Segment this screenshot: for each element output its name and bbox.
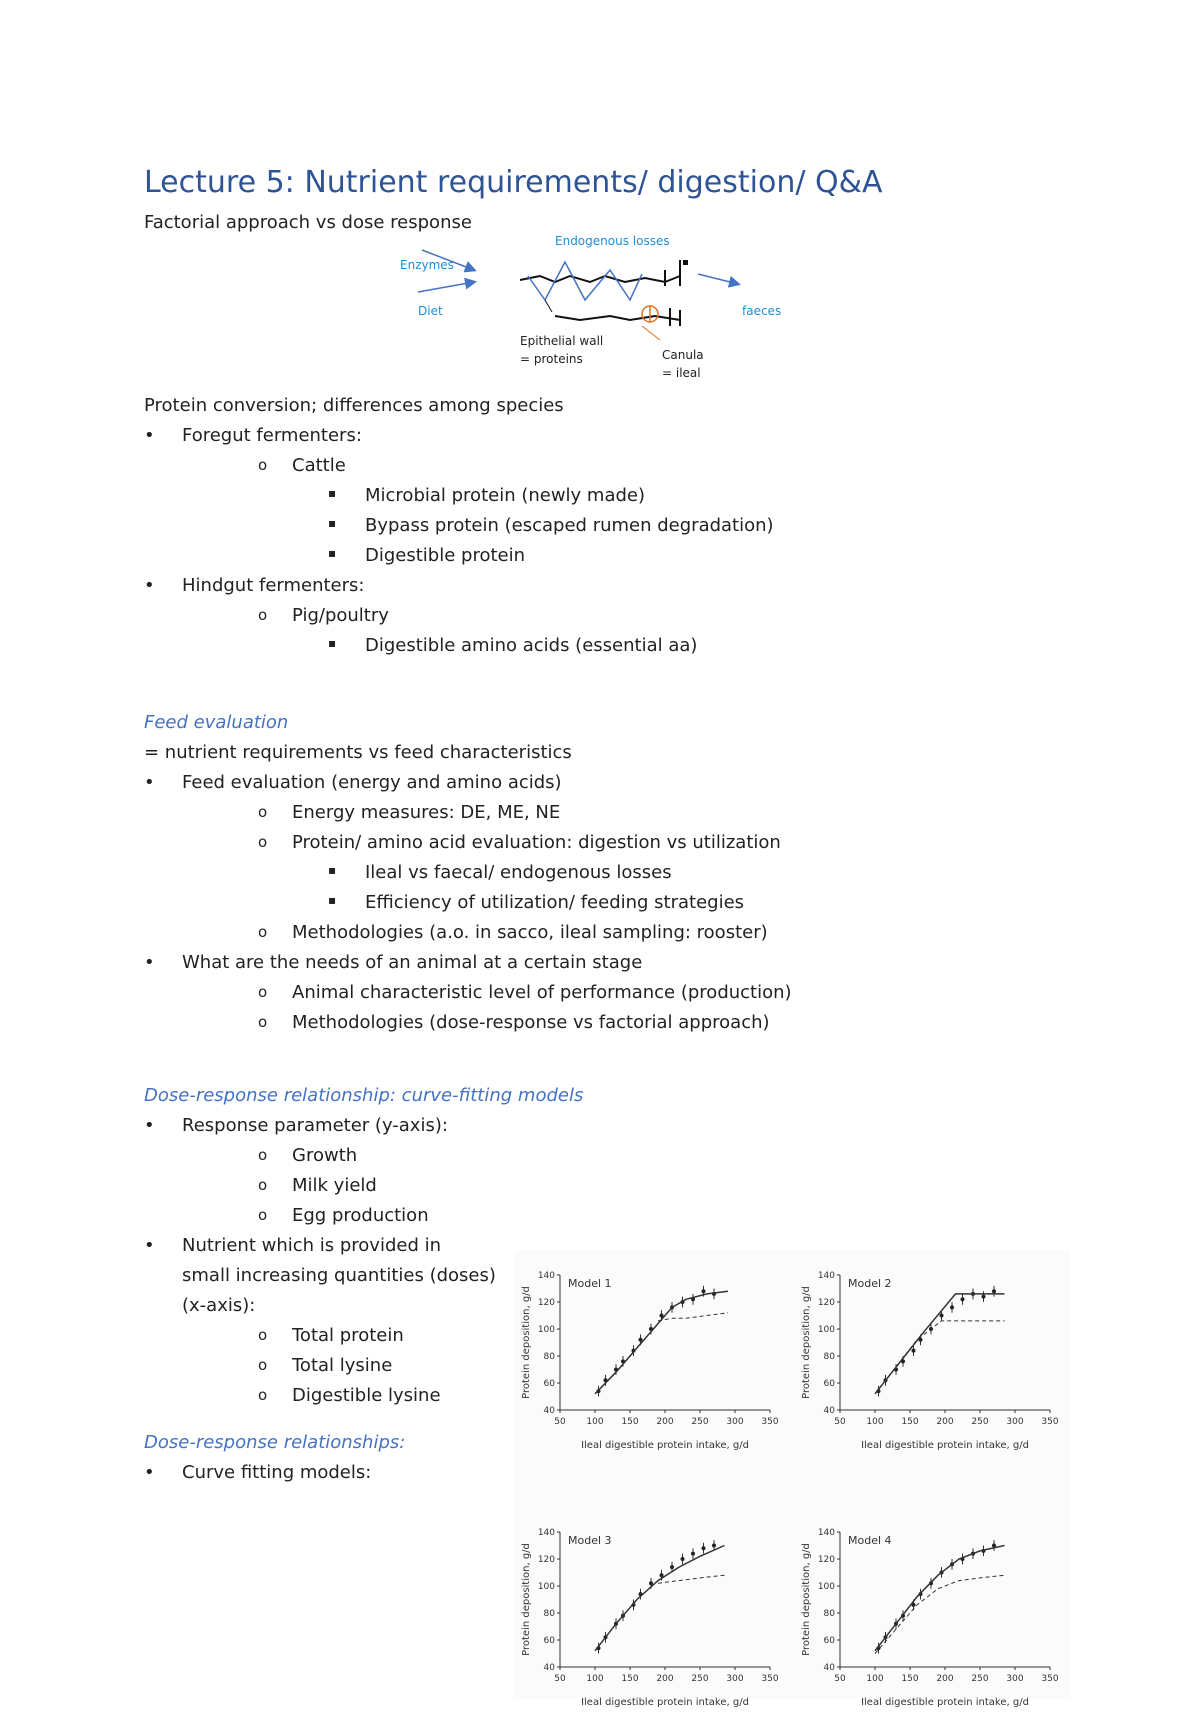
y-tick-label: 80 [543,1352,555,1362]
bullet-square: ▪ [328,516,337,530]
x-tick-label: 250 [691,1674,709,1684]
data-point [961,1297,965,1301]
data-point [992,1289,996,1293]
bullet-square: ▪ [328,486,337,500]
y-tick-label: 100 [537,1582,555,1592]
x-tick-label: 50 [834,1417,846,1427]
y-tick-label: 80 [823,1352,835,1362]
bullet-circle: o [258,983,268,1001]
epithelial-label-2: = proteins [520,352,583,366]
y-axis-label: Protein deposition, g/d [801,1286,812,1399]
y-tick-label: 80 [543,1609,555,1619]
y-tick-label: 140 [537,1528,555,1538]
y-tick-label: 100 [537,1325,555,1335]
gut-lower-end [670,308,680,326]
curve-item: Curve fitting models: [182,1462,372,1483]
y-tick-label: 100 [817,1582,835,1592]
bullet-dot: • [144,1115,155,1136]
bullet-circle: o [258,833,268,851]
diet-arrow [418,282,474,292]
bullet-square: ▪ [328,863,337,877]
fit-lower-line [875,1321,1005,1394]
dose-heading-2: Dose-response relationships: [144,1432,406,1453]
data-point [712,1544,716,1548]
y-tick-label: 60 [543,1636,555,1646]
nutrient-line-3: (x-axis): [182,1295,256,1316]
x-tick-label: 150 [621,1674,639,1684]
epithelial-label-1: Epithelial wall [520,334,604,348]
fit-upper-line [595,1291,728,1394]
bullet-square: ▪ [328,636,337,650]
bullet-dot: • [144,425,155,446]
data-point [681,1557,685,1561]
x-tick-label: 250 [691,1417,709,1427]
canula-pointer [642,326,660,340]
data-point [691,1552,695,1556]
x-tick-label: 300 [1006,1674,1024,1684]
milk-item: Milk yield [292,1175,377,1196]
y-axis-label: Protein deposition, g/d [801,1543,812,1656]
bullet-square: ▪ [328,546,337,560]
y-axis-label: Protein deposition, g/d [521,1286,532,1399]
cattle-item: Cattle [292,455,346,476]
faeces-label: faeces [742,304,782,318]
y-tick-label: 120 [537,1555,555,1565]
chart-title: Model 2 [848,1277,892,1290]
fit-lower-line [658,1575,725,1583]
fit-upper-line [875,1546,1005,1651]
digestible-item: Digestible protein [365,545,526,566]
chart-title: Model 1 [568,1277,612,1290]
bullet-dot: • [144,1235,155,1256]
feed-definition: = nutrient requirements vs feed characteristics [144,742,572,763]
y-tick-label: 120 [817,1555,835,1565]
y-tick-label: 60 [823,1379,835,1389]
x-tick-label: 350 [761,1674,779,1684]
x-axis-label: Ileal digestible protein intake, g/d [861,1697,1029,1708]
total-lysine-item: Total lysine [292,1355,393,1376]
y-tick-label: 40 [823,1663,835,1673]
y-tick-label: 140 [537,1271,555,1281]
x-tick-label: 150 [901,1674,919,1684]
faeces-arrow [698,274,738,284]
aa-item: Digestible amino acids (essential aa) [365,635,698,656]
foregut-item: Foregut fermenters: [182,425,362,446]
bullet-circle: o [258,1176,268,1194]
growth-item: Growth [292,1145,358,1166]
methods2-item: Methodologies (dose-response vs factorial approach) [292,1012,770,1033]
x-tick-label: 250 [971,1417,989,1427]
y-tick-label: 100 [817,1325,835,1335]
feed-eval-item: Feed evaluation (energy and amino acids) [182,772,562,793]
needs-item: What are the needs of an animal at a certain stage [182,952,643,973]
x-tick-label: 300 [1006,1417,1024,1427]
bullet-circle: o [258,1013,268,1031]
efficiency-item: Efficiency of utilization/ feeding strategies [365,892,745,913]
x-tick-label: 50 [554,1417,566,1427]
data-point [950,1305,954,1309]
feed-heading: Feed evaluation [144,712,289,733]
bypass-item: Bypass protein (escaped rumen degradation) [365,515,774,536]
protein-eval-item: Protein/ amino acid evaluation: digestion vs utilization [292,832,781,853]
bullet-dot: • [144,772,155,793]
page-title: Lecture 5: Nutrient requirements/ digestion/ Q&A [144,165,883,200]
bullet-circle: o [258,1386,268,1404]
chart-model-2 [795,1260,1070,1460]
y-tick-label: 140 [817,1528,835,1538]
bullet-circle: o [258,1356,268,1374]
protein-heading: Protein conversion; differences among species [144,395,564,416]
x-tick-label: 350 [761,1417,779,1427]
fit-upper-line [595,1546,725,1651]
y-tick-label: 60 [823,1636,835,1646]
response-item: Response parameter (y-axis): [182,1115,448,1136]
nutrient-line-2: small increasing quantities (doses) [182,1265,496,1286]
dose-heading: Dose-response relationship: curve-fitting models [144,1085,584,1106]
x-axis-label: Ileal digestible protein intake, g/d [861,1440,1029,1451]
dig-lysine-item: Digestible lysine [292,1385,441,1406]
epithelial-pointer [545,300,552,312]
gut-marker [683,260,688,265]
bullet-dot: • [144,952,155,973]
endogenous-label: Endogenous losses [555,234,670,248]
bullet-circle: o [258,1146,268,1164]
fit-lower-line [875,1575,1005,1653]
diet-label: Diet [418,304,443,318]
y-tick-label: 140 [817,1271,835,1281]
x-tick-label: 300 [726,1674,744,1684]
x-tick-label: 200 [656,1674,674,1684]
x-tick-label: 100 [866,1674,884,1684]
total-protein-item: Total protein [292,1325,404,1346]
enzymes-label: Enzymes [400,258,454,272]
animal-char-item: Animal characteristic level of performance (production) [292,982,792,1003]
bullet-circle: o [258,1326,268,1344]
nutrient-line-1: Nutrient which is provided in [182,1235,442,1256]
gut-lower-wall [555,316,680,320]
fit-lower-line [658,1313,728,1321]
data-point [940,1314,944,1318]
egg-item: Egg production [292,1205,429,1226]
y-tick-label: 120 [537,1298,555,1308]
x-tick-label: 100 [586,1674,604,1684]
data-point [702,1546,706,1550]
y-tick-label: 40 [823,1406,835,1416]
x-tick-label: 300 [726,1417,744,1427]
bullet-dot: • [144,1462,155,1483]
y-axis-label: Protein deposition, g/d [521,1543,532,1656]
bullet-circle: o [258,803,268,821]
pig-item: Pig/poultry [292,605,389,626]
x-axis-label: Ileal digestible protein intake, g/d [581,1697,749,1708]
canula-label-1: Canula [662,348,704,362]
x-axis-label: Ileal digestible protein intake, g/d [581,1440,749,1451]
x-tick-label: 100 [866,1417,884,1427]
microbial-item: Microbial protein (newly made) [365,485,646,506]
y-tick-label: 120 [817,1298,835,1308]
data-point [670,1565,674,1569]
chart-model-4 [795,1517,1070,1717]
x-tick-label: 250 [971,1674,989,1684]
y-tick-label: 40 [543,1663,555,1673]
bullet-square: ▪ [328,893,337,907]
x-tick-label: 150 [901,1417,919,1427]
x-tick-label: 150 [621,1417,639,1427]
data-point [982,1295,986,1299]
data-point [702,1289,706,1293]
x-tick-label: 50 [554,1674,566,1684]
bullet-circle: o [258,606,268,624]
data-point [912,1349,916,1353]
y-tick-label: 60 [543,1379,555,1389]
page-subtitle: Factorial approach vs dose response [144,212,472,233]
chart-model-1 [515,1260,790,1460]
x-tick-label: 50 [834,1674,846,1684]
x-tick-label: 200 [936,1674,954,1684]
bullet-circle: o [258,456,268,474]
fit-upper-line [875,1294,1005,1394]
digestion-diagram-drawing [380,230,800,390]
chart-title: Model 4 [848,1534,892,1547]
chart-model-3 [515,1517,790,1717]
ileal-item: Ileal vs faecal/ endogenous losses [365,862,672,883]
x-tick-label: 200 [656,1417,674,1427]
y-tick-label: 80 [823,1609,835,1619]
energy-item: Energy measures: DE, ME, NE [292,802,561,823]
hindgut-item: Hindgut fermenters: [182,575,365,596]
x-tick-label: 200 [936,1417,954,1427]
y-tick-label: 40 [543,1406,555,1416]
bullet-circle: o [258,923,268,941]
bullet-dot: • [144,575,155,596]
x-tick-label: 350 [1041,1417,1059,1427]
x-tick-label: 350 [1041,1674,1059,1684]
x-tick-label: 100 [586,1417,604,1427]
canula-label-2: = ileal [662,366,701,380]
methods-item: Methodologies (a.o. in sacco, ileal sampling: rooster) [292,922,768,943]
bullet-circle: o [258,1206,268,1224]
digestion-diagram [380,230,800,390]
chart-title: Model 3 [568,1534,612,1547]
